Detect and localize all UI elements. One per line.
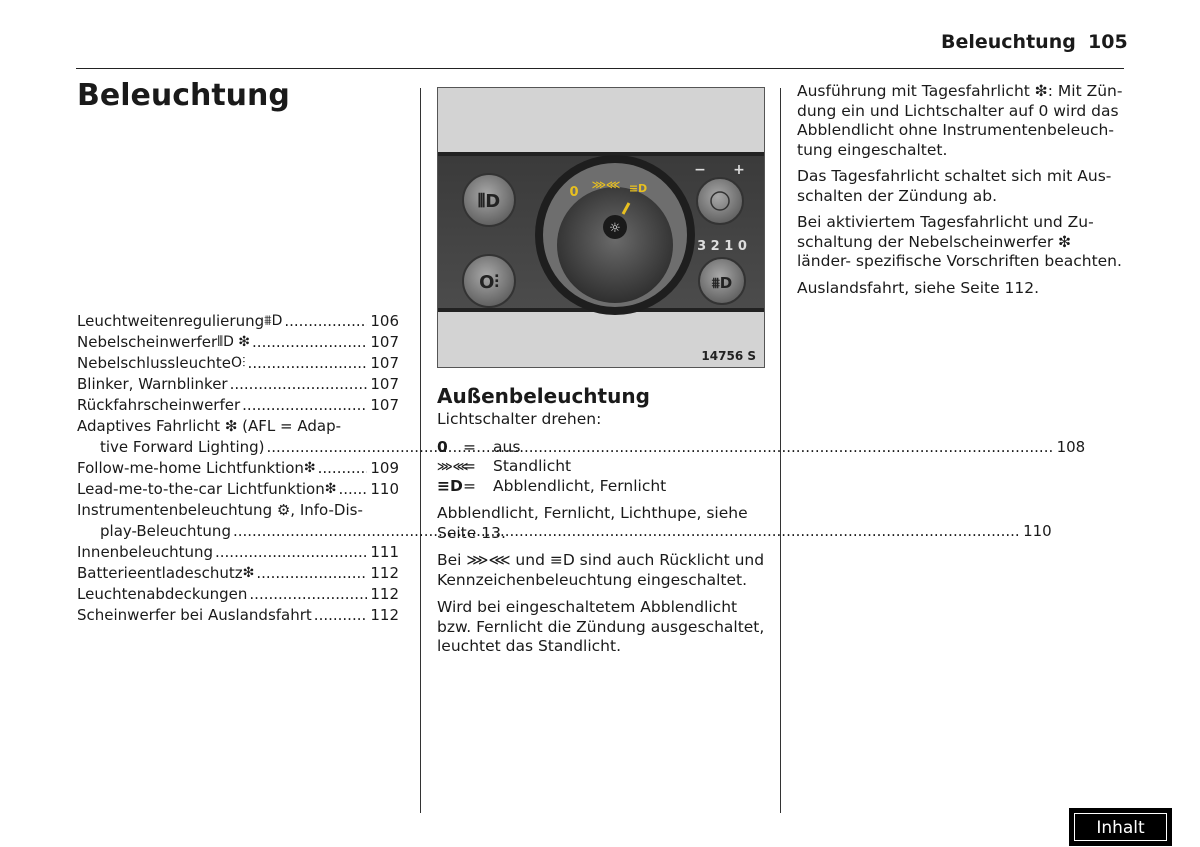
legend-row	[437, 438, 767, 458]
toc-entry[interactable]	[77, 353, 399, 374]
paragraph: Ausführung mit Tagesfahrlicht ❇: Mit Zün- dung ein und Lichtschalter auf 0 wird das Abblendlicht ohne Instrumentenbeleuch- tung eingeschaltet.	[797, 82, 1123, 159]
inhalt-button[interactable]	[1069, 808, 1172, 846]
low-beam-icon: ≡D	[437, 476, 463, 495]
section-body	[437, 410, 767, 665]
toc-leader	[284, 311, 367, 332]
toc-entry-page: 108	[1056, 438, 1086, 456]
toc-entry-label-continued: play-Beleuchtung	[100, 522, 231, 540]
toc-leader	[252, 332, 367, 353]
page-number: 105	[1088, 31, 1128, 53]
toc-entry-page: 112	[370, 585, 399, 603]
toc-entry-page: 107	[370, 354, 399, 372]
toc-entry[interactable]	[77, 584, 399, 605]
figure-id: 14756 S	[701, 349, 756, 363]
paragraph: Bei ⋙⋘ und ≡D sind auch Rücklicht und Kennzeichenbeleuchtung eingeschaltet.	[437, 551, 765, 589]
toc-entry-page: 107	[370, 333, 399, 351]
legend-equals: =	[463, 457, 476, 475]
paragraph: Auslandsfahrt, siehe Seite 112.	[797, 278, 1040, 297]
dimmer-thumbwheel	[697, 178, 743, 224]
paragraph: Das Tagesfahrlicht schaltet sich mit Aus- schalten der Zündung ab.	[797, 167, 1112, 205]
paragraph: Abblendlicht, Fernlicht, Lichthupe, siehe Seite 13.	[437, 504, 748, 542]
toc-entry-page: 110	[370, 480, 399, 498]
toc-entry[interactable]	[77, 374, 399, 395]
paragraph: Bei aktiviertem Tagesfahrlicht und Zu- schaltung der Nebelscheinwerfer ❇ länder- spezifische Vorschriften beachten.	[797, 213, 1122, 270]
toc-entry[interactable]	[77, 311, 399, 332]
section-intro: Lichtschalter drehen:	[437, 410, 602, 428]
light-switch-figure	[437, 87, 765, 368]
legend-text: aus	[493, 437, 521, 456]
toc-entry-label-continued: tive Forward Lighting)	[100, 438, 265, 456]
toc-entry-label: Instrumentenbeleuchtung ⚙, Info-Dis-	[77, 501, 363, 519]
toc-leader	[256, 563, 367, 584]
toc-entry-page: 112	[370, 606, 399, 624]
fog-light-icon: ⫴D ❇	[217, 334, 251, 350]
chapter-title: Beleuchtung	[77, 78, 290, 113]
dimmer-plus-label: +	[733, 162, 745, 178]
toc-entry[interactable]	[77, 563, 399, 584]
toc-entry-label: Innenbeleuchtung	[77, 543, 213, 561]
toc-entry-label: Follow-me-home Lichtfunktion	[77, 459, 304, 477]
inhalt-button-label: Inhalt	[1074, 813, 1167, 841]
toc-leader	[318, 458, 367, 479]
toc-entry-label: Leuchtweitenregulierung	[77, 312, 265, 330]
toc-entry-page: 106	[370, 312, 399, 330]
toc-entry-label: Nebelschlussleuchte	[77, 354, 232, 372]
toc-entry-label: Batterieentladeschutz	[77, 564, 243, 582]
toc-entry-label: Rückfahrscheinwerfer	[77, 396, 241, 414]
toc-entry-label: Scheinwerfer bei Auslandsfahrt	[77, 606, 312, 624]
country-specific-icon: ❇	[242, 565, 255, 581]
legend-row	[437, 457, 767, 477]
toc-entry[interactable]	[77, 395, 399, 416]
toc-entry[interactable]	[77, 332, 399, 353]
country-specific-icon: ❇	[303, 460, 316, 476]
headlight-range-icon: ⩩D	[711, 274, 733, 292]
switch-position-legend	[437, 438, 767, 497]
toc-leader	[242, 395, 367, 416]
legend-text: Standlicht	[493, 457, 572, 475]
legend-row	[437, 477, 767, 497]
rear-fog-icon: O⫶	[479, 272, 499, 293]
off-position-icon: 0	[437, 437, 448, 456]
legend-equals: =	[463, 437, 476, 456]
rear-fog-light-icon: O⫶	[231, 355, 246, 371]
dashboard-light-icon: ☼	[609, 221, 621, 236]
running-header-title: Beleuchtung	[941, 31, 1076, 53]
right-column	[797, 82, 1127, 305]
toc-leader	[249, 584, 367, 605]
toc-entry-label: Adaptives Fahrlicht ❇ (AFL = Adap-	[77, 417, 342, 435]
dial-label-low-beam: ≡D	[628, 182, 648, 195]
country-specific-icon: ❇	[324, 481, 337, 497]
toc-entry-page: 109	[370, 459, 399, 477]
dimmer-minus-label: −	[694, 162, 706, 178]
toc-entry-page: 112	[370, 564, 399, 582]
toc-leader	[248, 353, 367, 374]
legend-text: Abblendlicht, Fernlicht	[493, 476, 667, 495]
toc-entry[interactable]	[77, 605, 399, 626]
paragraph: Wird bei eingeschaltetem Abblendlicht bzw. Fernlicht die Zündung ausgeschaltet, leuchtet das Standlicht.	[437, 598, 765, 655]
dial-label-parking: ⋙⋘	[591, 180, 621, 191]
toc-leader	[338, 479, 367, 500]
toc-leader	[215, 542, 367, 563]
toc-entry-page: 107	[370, 375, 399, 393]
header-rule	[76, 68, 1124, 69]
light-switch-knob	[557, 187, 673, 303]
legend-equals: =	[463, 476, 476, 495]
toc-entry-label: Lead-me-to-the-car Lichtfunktion	[77, 480, 325, 498]
toc-entry-page: 111	[370, 543, 399, 561]
toc-leader	[230, 374, 367, 395]
toc-entry[interactable]	[77, 542, 399, 563]
toc-entry[interactable]	[77, 458, 399, 479]
toc-entry-label: Leuchtenabdeckungen	[77, 585, 248, 603]
dial-label-off: 0	[569, 185, 579, 200]
toc-entry-page: 110	[1023, 522, 1052, 540]
section-heading: Außenbeleuchtung	[437, 384, 650, 408]
toc-entry-page: 107	[370, 396, 399, 414]
parking-light-icon: ⋙⋘	[437, 460, 469, 473]
panel-edge-top	[438, 152, 764, 156]
toc-entry[interactable]	[77, 479, 399, 500]
toc-entry-label: Blinker, Warnblinker	[77, 375, 228, 393]
headlight-range-icon: ⩩D	[264, 313, 283, 329]
range-scale-labels: 3 2 1 0	[697, 239, 747, 254]
front-fog-icon: ⫴D	[477, 191, 501, 212]
light-switch-illustration	[438, 88, 764, 367]
toc-entry-label: Nebelscheinwerfer	[77, 333, 218, 351]
toc-leader	[314, 605, 367, 626]
